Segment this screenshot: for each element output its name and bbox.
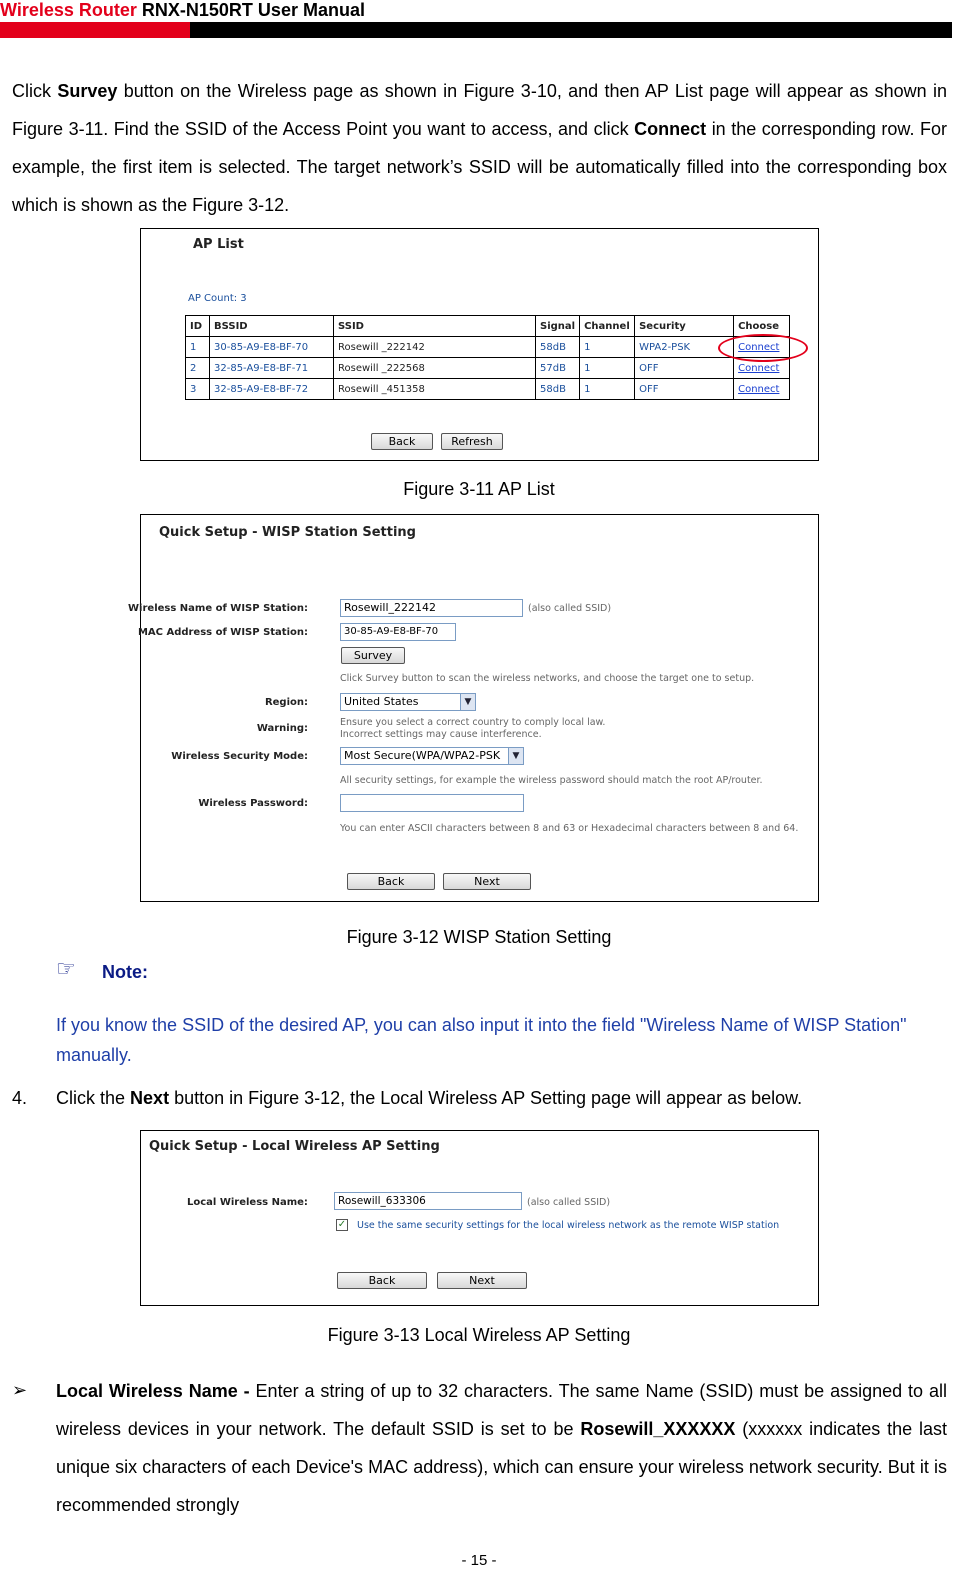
warning-label: Warning: xyxy=(256,723,308,734)
wisp-name-hint: (also called SSID) xyxy=(528,603,612,614)
row-signal: 58dB xyxy=(536,379,580,400)
row-security: WPA2-PSK xyxy=(635,337,734,358)
intro-text-1: Click xyxy=(12,81,51,101)
connect-link[interactable]: Connect xyxy=(734,379,790,400)
note-heading: Note: xyxy=(102,962,148,982)
header-bar-red xyxy=(0,22,190,38)
figure-caption-3-11: Figure 3-11 AP List xyxy=(403,479,555,499)
page-number: - 15 - xyxy=(461,1552,497,1569)
password-input[interactable] xyxy=(340,794,524,812)
back-button[interactable]: Back xyxy=(371,433,433,450)
col-choose: Choose xyxy=(734,316,790,337)
ap-list-title: AP List xyxy=(193,237,244,252)
header-bar-black xyxy=(190,22,952,38)
next-button[interactable]: Next xyxy=(443,873,531,890)
step-text-1: Click the xyxy=(56,1088,126,1108)
step-number: 4. xyxy=(12,1088,28,1108)
bullet-term: Local Wireless Name - xyxy=(56,1381,250,1401)
figure-caption-3-12: Figure 3-12 WISP Station Setting xyxy=(346,927,612,947)
security-mode-select[interactable] xyxy=(340,747,524,765)
row-channel: 1 xyxy=(580,379,635,400)
ap-list-screenshot xyxy=(140,228,819,461)
same-security-checkbox[interactable]: ✓ xyxy=(337,1219,347,1230)
same-security-label: Use the same security settings for the local wireless network as the remote WISP station xyxy=(357,1220,780,1231)
row-id: 3 xyxy=(186,379,210,400)
wisp-name-label: Wireless Name of WISP Station: xyxy=(128,603,308,614)
intro-connect: Connect xyxy=(634,119,707,139)
password-label: Wireless Password: xyxy=(198,798,308,809)
local-wireless-name-paragraph xyxy=(56,1372,947,1524)
local-ap-title: Quick Setup - Local Wireless AP Setting xyxy=(149,1139,440,1154)
row-bssid: 30-85-A9-E8-BF-70 xyxy=(210,337,334,358)
survey-hint: Click Survey button to scan the wireless networks, and choose the target one to setup. xyxy=(340,673,755,684)
row-ssid: Rosewill _222568 xyxy=(334,358,536,379)
header-title xyxy=(0,0,365,20)
refresh-button[interactable]: Refresh xyxy=(441,433,503,450)
ap-count: AP Count: 3 xyxy=(188,293,247,304)
wisp-title: Quick Setup - WISP Station Setting xyxy=(159,525,416,540)
local-name-label: Local Wireless Name: xyxy=(187,1197,308,1208)
row-ssid: Rosewill _222142 xyxy=(334,337,536,358)
arrow-bullet-icon: ➢ xyxy=(12,1380,28,1400)
wisp-mac-label: MAC Address of WISP Station: xyxy=(137,627,308,638)
local-ap-screenshot xyxy=(140,1130,819,1306)
local-name-hint: (also called SSID) xyxy=(527,1197,611,1208)
back-button[interactable]: Back xyxy=(347,873,435,890)
ap-list-table xyxy=(185,315,790,400)
bullet-default-ssid: Rosewill_XXXXXX xyxy=(580,1419,736,1439)
step-next: Next xyxy=(130,1088,170,1108)
row-channel: 1 xyxy=(580,358,635,379)
password-hint: You can enter ASCII characters between 8 and 63 or Hexadecimal characters between 8 and 64. xyxy=(340,823,799,834)
header-manual: RNX-N150RT User Manual xyxy=(141,0,365,20)
col-security: Security xyxy=(635,316,734,337)
next-button[interactable]: Next xyxy=(437,1272,527,1289)
chevron-down-icon: ▼ xyxy=(460,694,475,710)
region-select[interactable] xyxy=(340,693,476,711)
local-name-input[interactable]: Rosewill_633306 xyxy=(334,1192,522,1210)
note-text: If you know the SSID of the desired AP, you can also input it into the field "Wireless Name of WISP Station" manually. xyxy=(56,1015,907,1065)
region-value: United States xyxy=(344,695,419,708)
col-ssid: SSID xyxy=(334,316,536,337)
wisp-name-input[interactable]: Rosewill_222142 xyxy=(340,599,523,617)
region-label: Region: xyxy=(264,697,308,708)
figure-caption-3-13: Figure 3-13 Local Wireless AP Setting xyxy=(327,1325,631,1345)
bullet-text-1: Enter a string of up to 32 characters. The same Name (SSID) must be assigned to all wireless devices in your network. The default SSID is set to be xyxy=(56,1381,947,1439)
header-brand: Wireless Router xyxy=(0,0,137,20)
survey-button[interactable]: Survey xyxy=(341,647,405,664)
row-channel: 1 xyxy=(580,337,635,358)
back-button[interactable]: Back xyxy=(337,1272,427,1289)
table-row xyxy=(186,358,790,379)
col-channel: Channel xyxy=(580,316,635,337)
warning-line-2: Incorrect settings may cause interference. xyxy=(340,729,542,740)
col-bssid: BSSID xyxy=(210,316,334,337)
connect-link[interactable]: Connect xyxy=(734,337,790,358)
security-mode-label: Wireless Security Mode: xyxy=(171,751,308,762)
intro-text-3: in the corresponding row. For example, the first item is selected. The target network’s SSID will be automatically filled into the corresponding box which is shown as the Figure 3-12. xyxy=(12,119,947,215)
row-signal: 58dB xyxy=(536,337,580,358)
intro-paragraph xyxy=(12,72,947,224)
connect-link[interactable]: Connect xyxy=(734,358,790,379)
row-id: 1 xyxy=(186,337,210,358)
intro-text-2: button on the Wireless page as shown in Figure 3-10, and then AP List page will appear as shown in Figure 3-11. Find the SSID of the Access Point you want to access, and click xyxy=(12,81,947,139)
pointing-hand-icon: ☞ xyxy=(56,956,76,981)
chevron-down-icon: ▼ xyxy=(508,748,523,764)
row-security: OFF xyxy=(635,358,734,379)
highlight-oval xyxy=(718,334,808,362)
ap-table-header xyxy=(186,316,790,337)
page-header xyxy=(0,0,958,40)
bullet-text-2: (xxxxxx indicates the last unique six characters of each Device's MAC address), which can ensure your wireless network security. But it is recommended strongly xyxy=(56,1419,947,1515)
wisp-screenshot xyxy=(128,514,819,902)
row-id: 2 xyxy=(186,358,210,379)
row-bssid: 32-85-A9-E8-BF-72 xyxy=(210,379,334,400)
row-signal: 57dB xyxy=(536,358,580,379)
wisp-mac-input[interactable]: 30-85-A9-E8-BF-70 xyxy=(340,623,456,641)
step-text xyxy=(56,1086,802,1110)
table-row xyxy=(186,379,790,400)
row-ssid: Rosewill _451358 xyxy=(334,379,536,400)
col-signal: Signal xyxy=(536,316,580,337)
step-text-2: button in Figure 3-12, the Local Wireless AP Setting page will appear as below. xyxy=(174,1088,803,1108)
row-bssid: 32-85-A9-E8-BF-71 xyxy=(210,358,334,379)
warning-line-1: Ensure you select a correct country to comply local law. xyxy=(340,717,606,728)
security-mode-value: Most Secure(WPA/WPA2-PSK xyxy=(344,749,501,762)
col-id: ID xyxy=(186,316,210,337)
row-security: OFF xyxy=(635,379,734,400)
intro-survey: Survey xyxy=(57,81,118,101)
table-row xyxy=(186,337,790,358)
security-mode-hint: All security settings, for example the wireless password should match the root AP/router. xyxy=(340,775,763,786)
